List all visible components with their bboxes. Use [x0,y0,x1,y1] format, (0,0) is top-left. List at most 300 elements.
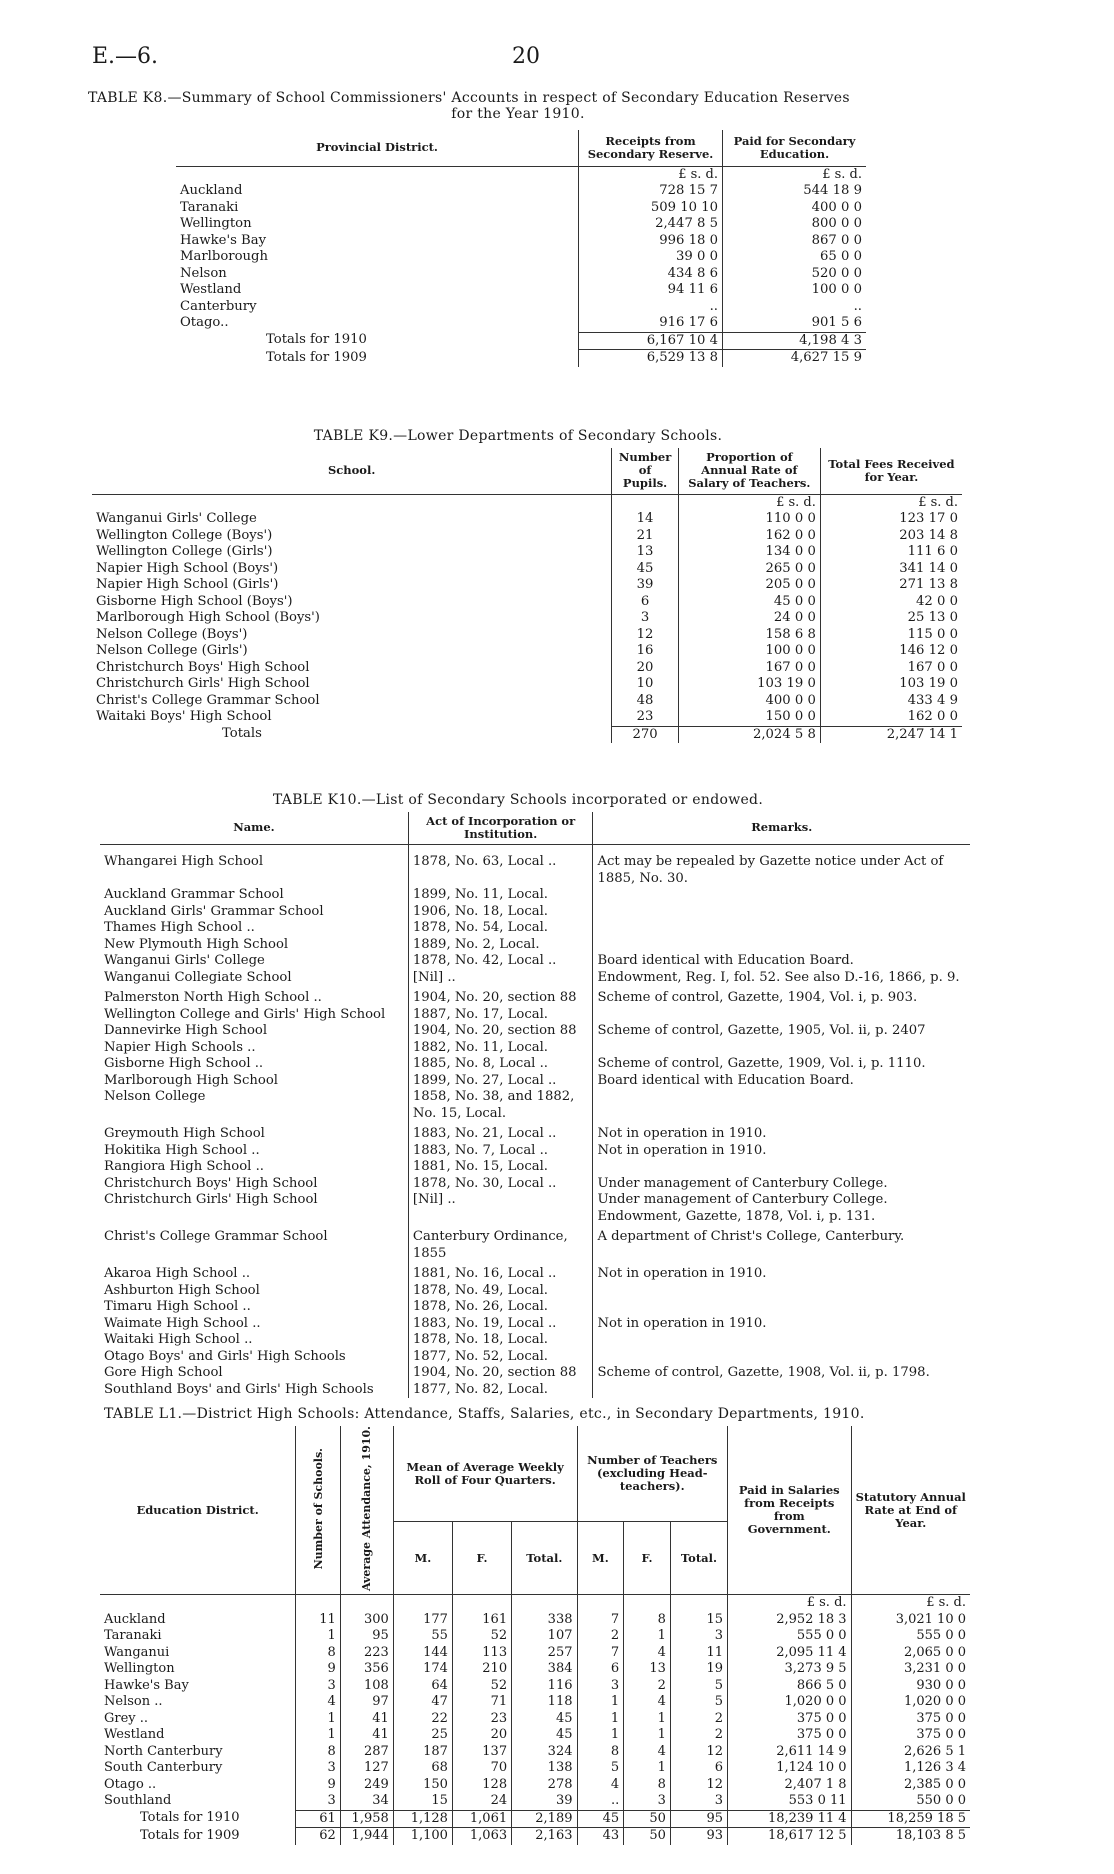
table-row [100,1040,970,1057]
units-fees: £ s. d. [820,494,962,511]
teachers-total-value: 6 [670,1760,727,1777]
district-name: Nelson [180,265,227,281]
l1-col-schools [296,1426,341,1595]
school-name: Whangarei High School [104,854,264,869]
pupils-value: 20 [612,660,678,677]
school-name: Southland Boys' and Girls' High Schools [104,1381,374,1397]
l1-sub-roll-total: Total. [512,1522,577,1595]
roll-m-value: 68 [393,1760,452,1777]
k9-col-salary: Proportion of Annual Rate of Salary of Teachers. [678,448,820,494]
school-name: Waitaki Boys' High School [96,709,272,724]
pupils-value: 45 [612,561,678,578]
totals-teachers-m-value: 45 [577,1810,624,1828]
table-row [100,1299,970,1316]
salary-value: 134 0 0 [678,544,820,561]
totals-pupils: 270 [612,726,678,743]
table-row [92,544,962,561]
school-name: Dannevirke High School [104,1023,268,1038]
act-value: 1878, No. 26, Local. [408,1299,593,1316]
roll-f-value: 23 [452,1711,511,1728]
table-row [176,282,866,299]
teachers-total-value: 3 [670,1628,727,1645]
table-row [100,1056,970,1073]
roll-f-value: 113 [452,1645,511,1662]
table-row [92,660,962,677]
attendance-value: 41 [340,1711,393,1728]
rate-value: 930 0 0 [851,1678,970,1695]
l1-sub-roll-m: M. [393,1522,452,1595]
roll-f-value: 20 [452,1727,511,1744]
units-blank [296,1595,341,1612]
salary-value: 265 0 0 [678,561,820,578]
district-name: Hawke's Bay [104,1677,189,1693]
school-name: Greymouth High School [104,1126,265,1141]
table-row [176,233,866,250]
units-blank [393,1595,452,1612]
schools-value: 8 [296,1744,341,1761]
units-rate: £ s. d. [851,1595,970,1612]
table-row [100,1678,970,1695]
roll-f-value: 24 [452,1793,511,1810]
table-row [92,610,962,627]
roll-total-value: 257 [512,1645,577,1662]
teachers-f-value: 8 [624,1612,671,1629]
l1-sub-teachers-m: M. [577,1522,624,1595]
table-row [92,528,962,545]
roll-f-value: 71 [452,1694,511,1711]
remarks-value [593,1040,970,1057]
roll-total-value: 39 [512,1793,577,1810]
pupils-value: 10 [612,676,678,693]
teachers-m-value: .. [577,1793,624,1810]
totals-teachers-m-value: 43 [577,1828,624,1845]
teachers-f-value: 2 [624,1678,671,1695]
table-row [100,1711,970,1728]
act-value: 1899, No. 11, Local. [408,887,593,904]
teachers-f-value: 8 [624,1777,671,1794]
table-row [100,1694,970,1711]
attendance-value: 34 [340,1793,393,1810]
teachers-total-value: 5 [670,1694,727,1711]
l1-col-attendance [340,1426,393,1595]
act-value: 1878, No. 63, Local .. [408,854,593,887]
district-name: Taranaki [180,199,239,215]
act-value: 1883, No. 19, Local .. [408,1316,593,1333]
roll-m-value: 177 [393,1612,452,1629]
fees-value: 25 13 0 [820,610,962,627]
units-row [100,1595,970,1612]
school-name: Ashburton High School [104,1282,260,1298]
units-blank [100,1595,296,1612]
k10-col-name: Name. [100,812,408,844]
receipts-value: 728 15 7 [579,183,723,200]
totals-label: Totals for 1910 [266,332,367,347]
table-row [100,1727,970,1744]
totals-row [176,350,866,367]
totals-roll-m-value: 1,100 [393,1828,452,1845]
table-l1-title: TABLE L1.—District High Schools: Attendance, Staffs, Salaries, etc., in Secondary Departments, 1910. [104,1406,865,1422]
k8-col-paid: Paid for Secondary Education. [723,130,867,166]
roll-f-value: 52 [452,1678,511,1695]
units-paid: £ s. d. [723,166,867,183]
roll-m-value: 55 [393,1628,452,1645]
pupils-value: 39 [612,577,678,594]
fees-value: 111 6 0 [820,544,962,561]
table-k8-title: TABLE K8.—Summary of School Commissioners' Accounts in respect of Secondary Education Reserves [88,90,850,106]
remarks-value: Not in operation in 1910. [593,1122,970,1143]
act-value: 1877, No. 82, Local. [408,1382,593,1399]
spacer [593,844,970,854]
act-value: 1889, No. 2, Local. [408,937,593,954]
paid-value: 866 5 0 [728,1678,852,1695]
act-value: 1904, No. 20, section 88 [408,1023,593,1040]
totals-teachers-total-value: 95 [670,1810,727,1828]
totals-rate-value: 18,103 8 5 [851,1828,970,1845]
table-row [100,1283,970,1300]
remarks-value [593,1349,970,1366]
fees-value: 103 19 0 [820,676,962,693]
table-l1 [100,1426,970,1845]
table-k10-title: TABLE K10.—List of Secondary Schools incorporated or endowed. [272,792,764,808]
act-value: 1887, No. 17, Local. [408,1007,593,1024]
report-code: E.—6. [92,44,159,69]
table-row [100,970,970,987]
teachers-f-value: 4 [624,1694,671,1711]
school-name: Waimate High School .. [104,1315,261,1331]
table-row [92,676,962,693]
schools-value: 9 [296,1777,341,1794]
paid-value: 3,273 9 5 [728,1661,852,1678]
school-name: Christchurch Boys' High School [104,1175,318,1191]
salary-value: 150 0 0 [678,709,820,726]
teachers-total-value: 5 [670,1678,727,1695]
attendance-value: 223 [340,1645,393,1662]
school-name: Christ's College Grammar School [104,1229,328,1244]
remarks-value [593,1382,970,1399]
rate-value: 555 0 0 [851,1628,970,1645]
paid-value: 2,407 1 8 [728,1777,852,1794]
salary-value: 400 0 0 [678,693,820,710]
district-name: Marlborough [180,249,268,264]
remarks-value: Scheme of control, Gazette, 1908, Vol. ii, p. 1798. [593,1365,970,1382]
totals-roll-f-value: 1,063 [452,1828,511,1845]
teachers-f-value: 4 [624,1744,671,1761]
totals-paid: 4,198 4 3 [723,332,867,350]
teachers-m-value: 7 [577,1645,624,1662]
remarks-value: Board identical with Education Board. [593,953,970,970]
k9-col-pupils: Number of Pupils. [612,448,678,494]
remarks-value [593,920,970,937]
salary-value: 24 0 0 [678,610,820,627]
district-name: South Canterbury [104,1760,223,1776]
totals-attendance-value: 1,944 [340,1828,393,1845]
schools-value: 1 [296,1628,341,1645]
fees-value: 271 13 8 [820,577,962,594]
units-salary: £ s. d. [678,494,820,511]
district-name: Nelson .. [104,1694,163,1710]
remarks-value: Board identical with Education Board. [593,1073,970,1090]
totals-label: Totals for 1909 [140,1827,240,1843]
l1-col-attendance-label: Average Attendance, 1910. [360,1426,374,1592]
table-row [100,1760,970,1777]
schools-value: 3 [296,1760,341,1777]
table-row [100,1176,970,1193]
rate-value: 3,231 0 0 [851,1661,970,1678]
table-row [100,1122,970,1143]
totals-teachers-total-value: 93 [670,1828,727,1845]
units-blank [670,1595,727,1612]
remarks-value [593,1332,970,1349]
roll-total-value: 278 [512,1777,577,1794]
salary-value: 45 0 0 [678,594,820,611]
district-name: Hawke's Bay [180,232,267,248]
totals-fees: 2,247 14 1 [820,726,962,743]
table-row [100,887,970,904]
table-row [176,183,866,200]
paid-value: 553 0 11 [728,1793,852,1810]
school-name: Hokitika High School .. [104,1142,260,1158]
remarks-value: Not in operation in 1910. [593,1262,970,1283]
act-value: 1882, No. 11, Local. [408,1040,593,1057]
teachers-m-value: 1 [577,1694,624,1711]
teachers-m-value: 7 [577,1612,624,1629]
pupils-value: 3 [612,610,678,627]
school-name: Napier High School (Girls') [96,577,279,592]
spacer [100,844,408,854]
remarks-value [593,1299,970,1316]
paid-value: 555 0 0 [728,1628,852,1645]
fees-value: 203 14 8 [820,528,962,545]
roll-total-value: 324 [512,1744,577,1761]
school-name: Nelson College (Boys') [96,626,248,642]
roll-m-value: 15 [393,1793,452,1810]
schools-value: 11 [296,1612,341,1629]
paid-value: 2,095 11 4 [728,1645,852,1662]
table-k8-title-line2: for the Year 1910. [451,106,585,122]
rate-value: 375 0 0 [851,1711,970,1728]
school-name: Marlborough High School (Boys') [96,610,320,625]
act-value: 1878, No. 54, Local. [408,920,593,937]
roll-m-value: 25 [393,1727,452,1744]
receipts-value: .. [579,299,723,316]
table-row [100,920,970,937]
k9-col-school: School. [92,448,612,494]
fees-value: 167 0 0 [820,660,962,677]
totals-row [100,1828,970,1845]
roll-total-value: 116 [512,1678,577,1695]
rate-value: 2,385 0 0 [851,1777,970,1794]
district-name: Otago.. [180,315,229,330]
schools-value: 8 [296,1645,341,1662]
roll-m-value: 144 [393,1645,452,1662]
act-value: Canterbury Ordinance, 1855 [408,1225,593,1262]
teachers-m-value: 8 [577,1744,624,1761]
act-value: [Nil] .. [408,1192,593,1225]
roll-f-value: 161 [452,1612,511,1629]
totals-row [176,332,866,350]
school-name: Waitaki High School .. [104,1332,253,1347]
totals-row [92,726,962,743]
fees-value: 42 0 0 [820,594,962,611]
teachers-total-value: 2 [670,1727,727,1744]
k8-col-district: Provincial District. [176,130,579,166]
units-receipts: £ s. d. [579,166,723,183]
act-value: [Nil] .. [408,970,593,987]
roll-total-value: 118 [512,1694,577,1711]
district-name: Auckland [180,183,243,198]
receipts-value: 2,447 8 5 [579,216,723,233]
table-row [100,1744,970,1761]
table-row [176,299,866,316]
fees-value: 162 0 0 [820,709,962,726]
school-name: Wanganui Collegiate School [104,969,292,985]
act-value: 1904, No. 20, section 88 [408,1365,593,1382]
totals-rate-value: 18,259 18 5 [851,1810,970,1828]
school-name: Gore High School [104,1365,223,1380]
remarks-value: A department of Christ's College, Canterbury. [593,1225,970,1262]
totals-attendance-value: 1,958 [340,1810,393,1828]
school-name: Napier High School (Boys') [96,560,279,576]
paid-value: 375 0 0 [728,1727,852,1744]
totals-teachers-f-value: 50 [624,1828,671,1845]
salary-value: 205 0 0 [678,577,820,594]
roll-m-value: 22 [393,1711,452,1728]
district-name: Grey .. [104,1710,149,1726]
remarks-value: Under management of Canterbury College. Endowment, Gazette, 1878, Vol. i, p. 131. [593,1192,970,1225]
rate-value: 550 0 0 [851,1793,970,1810]
teachers-f-value: 13 [624,1661,671,1678]
remarks-value [593,1159,970,1176]
teachers-f-value: 1 [624,1727,671,1744]
school-name: Auckland Girls' Grammar School [104,903,324,919]
k9-col-fees: Total Fees Received for Year. [820,448,962,494]
schools-value: 3 [296,1793,341,1810]
teachers-m-value: 2 [577,1628,624,1645]
district-name: Otago .. [104,1776,157,1792]
attendance-value: 95 [340,1628,393,1645]
roll-m-value: 64 [393,1678,452,1695]
salary-value: 167 0 0 [678,660,820,677]
fees-value: 341 14 0 [820,561,962,578]
receipts-value: 916 17 6 [579,315,723,332]
table-row [100,1316,970,1333]
page-header [92,44,1022,70]
roll-m-value: 187 [393,1744,452,1761]
rate-value: 1,020 0 0 [851,1694,970,1711]
table-row [100,953,970,970]
school-name: Wanganui Girls' College [104,953,265,968]
table-row [176,200,866,217]
totals-roll-total-value: 2,189 [512,1810,577,1828]
teachers-m-value: 5 [577,1760,624,1777]
fees-value: 433 4 9 [820,693,962,710]
table-row [100,1661,970,1678]
table-row [100,1023,970,1040]
teachers-m-value: 3 [577,1678,624,1695]
teachers-total-value: 11 [670,1645,727,1662]
l1-col-teachers: Number of Teachers (excluding Head-teachers). [577,1426,728,1522]
rate-value: 375 0 0 [851,1727,970,1744]
table-row [100,937,970,954]
table-row [92,561,962,578]
table-row [100,904,970,921]
table-row [100,1143,970,1160]
school-name: Rangiora High School .. [104,1159,264,1174]
pupils-value: 12 [612,627,678,644]
units-blank [577,1595,624,1612]
l1-col-rate: Statutory Annual Rate at End of Year. [851,1426,970,1595]
teachers-f-value: 4 [624,1645,671,1662]
remarks-value: Act may be repealed by Gazette notice under Act of 1885, No. 30. [593,854,970,887]
act-value: 1881, No. 16, Local .. [408,1262,593,1283]
teachers-m-value: 1 [577,1727,624,1744]
table-row [92,511,962,528]
school-name: Christchurch Girls' High School [96,676,310,691]
totals-paid: 4,627 15 9 [723,350,867,367]
receipts-value: 434 8 6 [579,266,723,283]
act-value: 1878, No. 30, Local .. [408,1176,593,1193]
roll-f-value: 137 [452,1744,511,1761]
district-name: North Canterbury [104,1743,223,1759]
roll-m-value: 150 [393,1777,452,1794]
units-paid: £ s. d. [728,1595,852,1612]
schools-value: 3 [296,1678,341,1695]
roll-f-value: 128 [452,1777,511,1794]
attendance-value: 127 [340,1760,393,1777]
units-blank [612,494,678,511]
table-row [100,1332,970,1349]
totals-schools-value: 62 [296,1828,341,1845]
table-row [100,986,970,1007]
school-name: New Plymouth High School [104,936,289,952]
table-k10 [100,812,970,1398]
spacer [408,844,593,854]
act-value: 1878, No. 49, Local. [408,1283,593,1300]
table-row [100,1612,970,1629]
totals-label: Totals for 1910 [140,1810,240,1826]
act-value: 1883, No. 21, Local .. [408,1122,593,1143]
remarks-value [593,1089,970,1122]
roll-total-value: 45 [512,1727,577,1744]
school-name: Palmerston North High School .. [104,990,322,1005]
l1-sub-roll-f: F. [452,1522,511,1595]
teachers-m-value: 1 [577,1711,624,1728]
totals-roll-f-value: 1,061 [452,1810,511,1828]
roll-f-value: 70 [452,1760,511,1777]
act-value: 1877, No. 52, Local. [408,1349,593,1366]
totals-paid-value: 18,617 12 5 [728,1828,852,1845]
attendance-value: 300 [340,1612,393,1629]
school-name: Wellington College and Girls' High School [104,1006,386,1022]
fees-value: 146 12 0 [820,643,962,660]
paid-value: .. [723,299,867,316]
act-value: 1883, No. 7, Local .. [408,1143,593,1160]
totals-schools-value: 61 [296,1810,341,1828]
fees-value: 123 17 0 [820,511,962,528]
teachers-f-value: 3 [624,1793,671,1810]
teachers-f-value: 1 [624,1628,671,1645]
table-row [176,266,866,283]
school-name: Thames High School .. [104,920,255,935]
district-name: Wanganui [104,1644,170,1660]
units-row [176,166,866,183]
receipts-value: 39 0 0 [579,249,723,266]
attendance-value: 249 [340,1777,393,1794]
units-row [92,494,962,511]
paid-value: 65 0 0 [723,249,867,266]
totals-roll-total-value: 2,163 [512,1828,577,1845]
act-value: 1878, No. 42, Local .. [408,953,593,970]
